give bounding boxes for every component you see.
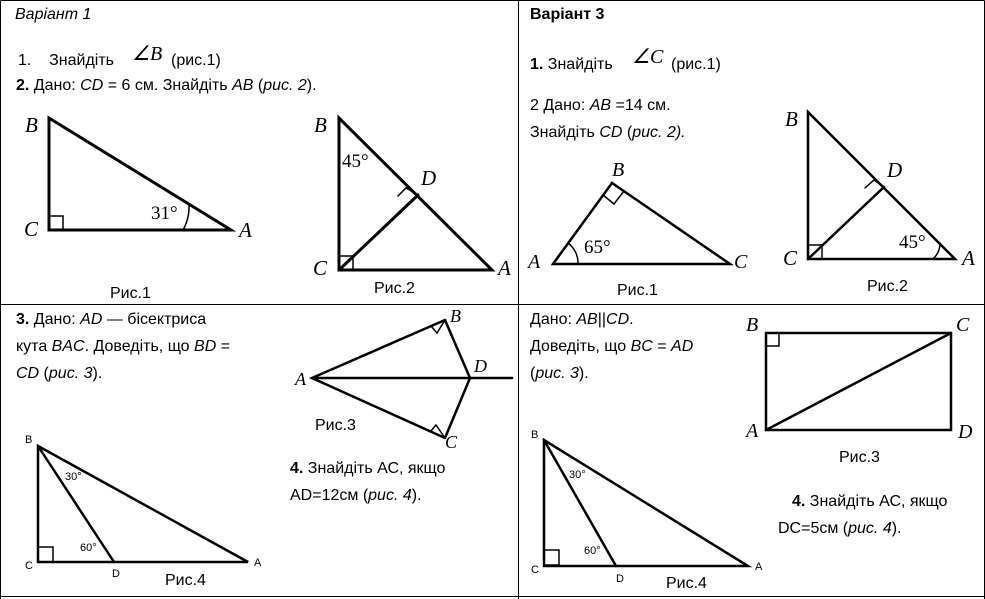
v1-title: Варіант 1 [15,6,92,23]
v1-q3-num: 3. [16,311,30,328]
v3-q2-l2a: Знайдіть [530,124,600,141]
v1-fig4-caption: Рис.4 [165,572,206,589]
v1-q3-l1c: — бісектриса [102,311,207,328]
v3-fig4-label-c: C [531,564,539,576]
v1-q2-p4: ). [306,77,317,94]
v3-q4-l2b: рис. 4 [848,520,892,537]
v3-q3-line2 [530,337,693,357]
v1-fig2-caption: Рис.2 [374,280,415,297]
v1-fig2-label-a: A [498,256,511,280]
v1-fig4-label-b: B [25,434,33,446]
v3-fig3-rectangle [766,333,951,430]
v1-fig3-label-a: A [295,369,306,389]
v3-fig2-angle-arc [933,243,940,259]
v3-fig3-label-b: B [746,314,759,336]
v3-fig4-label-d: D [616,573,624,585]
v1-q1-num: 1. [18,52,32,69]
v1-q2-p1: Дано: [29,77,81,94]
angle-symbol-icon: ∠ [132,43,150,65]
v1-q2 [16,76,317,96]
v3-q3-l2d: AD [671,338,694,355]
v1-q2-p2: = 6 см. Знайдіть [103,77,233,94]
v3-fig1-label-a: A [528,251,541,273]
v3-q4-line1 [792,492,947,512]
v3-q2-l2d: рис. 2). [632,124,686,141]
v3-fig2-label-c: C [783,246,798,270]
v1-q1 [18,51,114,71]
v1-q2-cd: CD [80,77,104,94]
v1-q4-l1: Знайдіть АС, якщо [303,460,446,477]
v3-q4-line2 [778,519,902,539]
v3-fig4-label-a: A [755,561,763,573]
v1-q3-l3b: ( [39,365,49,382]
v3-q2-l2c: ( [622,124,633,141]
v3-fig3-caption: Рис.3 [839,449,880,466]
v1-q4-line1 [290,459,445,479]
v3-fig1-angle: 65° [584,237,611,258]
v3-q4-l2c: ). [891,520,902,537]
v3-q2-line1 [530,96,671,116]
v1-q4-l2b: рис. 4 [368,487,412,504]
v3-q2-l1b: AB [589,97,612,114]
v1-q3-l2d: BD [194,338,217,355]
v1-q3-line2 [16,337,230,357]
v3-q3-l2b: BC [630,338,653,355]
v1-q1-angle [132,44,162,64]
v3-fig1-label-b: B [612,159,625,181]
v3-fig3-right-angle-mark [766,333,779,346]
v3-fig4-triangle [544,440,748,566]
v1-q3-line3 [16,364,102,384]
v3-fig3-label-d: D [958,421,973,443]
v3-q2-l2b: CD [599,124,623,141]
v1-q2-num: 2. [16,77,30,94]
v1-fig1-label-a: A [239,218,252,242]
v3-q3-l2c: = [652,338,672,355]
v1-q3-l2b: BAC [51,338,85,355]
v1-q3-l3c: рис. 3 [48,365,93,382]
v3-fig4-right-angle-mark [544,550,559,565]
v1-fig1-label-b: B [25,113,38,137]
v3-q2-l1a: 2 Дано: [530,97,590,114]
v1-fig3-label-b: B [450,306,461,326]
v3-q1-angle-var: C [649,46,664,68]
v1-fig1-caption: Рис.1 [110,285,151,302]
v3-q4-l1: Знайдіть АС, якщо [805,493,948,510]
v1-q4-l2a: AD=12см ( [290,487,369,504]
v3-fig4-label-b: B [531,429,539,441]
v3-q3-l1d: CD [606,311,630,328]
v1-fig4-angle1: 30° [65,471,82,483]
v3-q3-line1 [530,310,634,330]
v3-q3-l1e: . [629,311,634,328]
v3-fig2-label-d: D [887,158,903,182]
v3-q3-l3b: рис. 3 [535,365,579,382]
v1-q4-num: 4. [290,460,304,477]
v1-q3-l1a: Дано: [29,311,81,328]
v3-title: Варіант 3 [530,6,605,23]
v3-fig2-caption: Рис.2 [867,278,908,295]
v1-q3-l2c: . Доведіть, що [84,338,195,355]
v3-fig2-angle: 45° [899,232,926,253]
v1-fig4-label-c: C [25,560,33,572]
v3-fig1-triangle [553,183,730,264]
v3-q2-l1c: =14 см. [611,97,671,114]
angle-symbol-icon: ∠ [632,46,650,68]
v1-fig1-right-angle-mark [49,216,63,230]
v3-q1-text: Знайдіть [543,56,613,73]
v1-q2-ab: AB [232,77,254,94]
v3-fig4-angle2: 60° [584,545,601,557]
v3-q1 [530,55,613,75]
v1-fig3-label-d: D [474,356,487,376]
v3-q3-l3a: ( [530,365,536,382]
v1-fig4-triangle [38,446,248,562]
v3-fig1-angle-arc [568,243,578,264]
v1-fig4-label-a: A [254,557,262,569]
v1-q4-line2 [290,486,422,506]
v3-q2-line2 [530,123,686,143]
v3-fig4-caption: Рис.4 [666,575,707,592]
v3-fig1-caption: Рис.1 [617,282,658,299]
v3-fig1-label-c: C [734,251,748,273]
v1-fig2-label-d: D [421,166,437,190]
v1-fig4-angle2: 60° [80,542,97,554]
v1-q3-l2e: = [216,338,231,355]
v1-q1-ref: (рис.1) [171,52,221,69]
v1-q2-p3: ( [253,77,264,94]
v1-q3-l2a: кута [16,338,52,355]
v3-q3-l3c: ). [578,365,589,382]
v1-fig1-label-c: C [24,217,39,241]
v1-fig1-angle: 31° [151,203,178,224]
v1-fig2-label-b: B [314,113,327,137]
v1-fig2-angle: 45° [342,151,369,172]
v3-q1-num: 1. [530,56,544,73]
v1-q1-text: Знайдіть [49,52,115,69]
v1-fig1-angle-arc [183,204,189,230]
v3-fig3-label-c: C [956,314,970,336]
v1-q2-ref: рис. 2 [263,77,307,94]
v3-fig3-label-a: A [746,420,759,442]
v1-q3-line1 [16,310,206,330]
v3-q3-l1c: || [597,311,607,328]
v3-fig2-label-b: B [785,107,798,131]
v3-q4-l2a: DC=5см ( [778,520,849,537]
v1-q3-l1b: AD [80,311,103,328]
v1-fig3-label-c: C [445,432,458,452]
v3-q3-l1a: Дано: [530,311,577,328]
v3-q1-ref: (рис.1) [671,56,721,73]
v3-q3-l2a: Доведіть, що [530,338,631,355]
v3-q3-l1b: AB [576,311,598,328]
v3-q3-line3 [530,364,589,384]
v3-fig2-label-a: A [962,246,975,270]
v3-q1-angle [632,47,663,67]
v1-fig4-right-angle-mark [38,547,53,562]
v1-fig3-caption: Рис.3 [315,417,356,434]
v1-q3-l3a: CD [16,365,40,382]
v3-fig4-angle1: 30° [569,469,586,481]
v1-fig4-label-d: D [112,568,120,580]
v1-q3-l3d: ). [92,365,103,382]
v1-fig1-triangle [49,118,231,230]
v1-fig2-label-c: C [313,256,328,280]
v1-q4-l2c: ). [411,487,422,504]
v3-q4-num: 4. [792,493,806,510]
v1-q1-angle-var: B [149,43,163,65]
